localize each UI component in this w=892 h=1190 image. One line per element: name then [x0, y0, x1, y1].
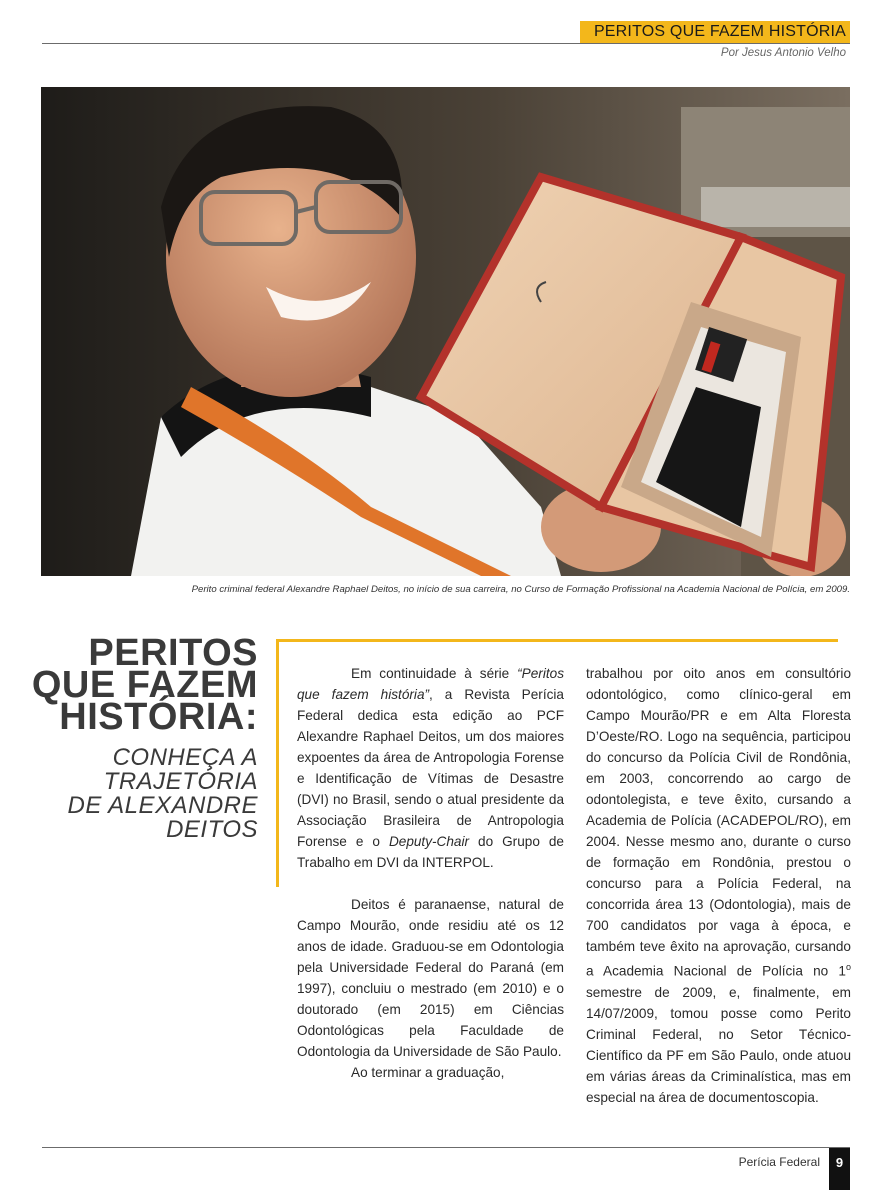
paragraph-3: Ao terminar a graduação, — [351, 1065, 505, 1080]
p4-text-b: semestre de 2009, e, finalmente, em 14/07/2009, tomou posse como Perito Criminal Federal, no Setor Técnico-Científico da PF em São Paulo, onde atuou em várias áreas da Criminalística, mas em especial na área de documentoscopia. — [586, 984, 851, 1105]
top-rule — [42, 43, 850, 44]
photo-caption: Perito criminal federal Alexandre Raphael Deitos, no início de sua carreira, no Curso de Formação Profissional na Academia Nacional de Polícia, em 2009. — [191, 584, 850, 595]
p1-text-b: , a Revista Perícia Federal dedica esta edição ao PCF Alexandre Raphael Deitos, um dos maiores expoentes da área de Antropologia Forense e Identificação de Vítimas de Desastre (DVI) no Brasil, sendo o atual presidente da Associação Brasileira de Antropologia Forense e o — [297, 687, 564, 849]
section-tag: PERITOS QUE FAZEM HISTÓRIA — [580, 21, 850, 43]
accent-bracket-left — [276, 639, 279, 887]
p1-deputy-chair: Deputy-Chair — [388, 834, 470, 849]
p1-series-name: “Peritos que fazem história” — [297, 666, 564, 702]
byline: Por Jesus Antonio Velho — [720, 47, 846, 59]
accent-bracket-top — [276, 639, 838, 642]
subtitle-line-4: DEITOS — [166, 816, 258, 843]
article-subtitle — [68, 746, 259, 842]
p4-text-a: trabalhou por oito anos em consultório odontológico, como clínico-geral em Campo Mourão/PR e em Alta Floresta D’Oeste/RO. Logo na sequência, participou do concurso da Polícia Civil de Rondônia, em 2003, concorrendo ao cargo de odontolegista, e teve êxito, cursando a Academia de Polícia (ACADEPOL/RO), em 2004. Nesse mesmo ano, durante o curso de formação em Rondônia, prestou o concurso para a Polícia Federal, na concorrida área 13 (Odontologia), mais de 700 candidatos por vaga à época, e também teve êxito na aprovação, cursando a Academia Nacional de Polícia no 1 — [586, 666, 851, 979]
text-column-1 — [297, 663, 564, 1083]
bottom-rule — [42, 1147, 850, 1148]
title-line-1: PERITOS — [88, 632, 258, 674]
title-line-2: QUE FAZEM — [31, 664, 258, 706]
paragraph-1 — [297, 663, 564, 873]
footer-magazine-name: Perícia Federal — [738, 1155, 820, 1169]
p1-text-a: Em continuidade à série — [351, 666, 518, 681]
subtitle-line-1: CONHEÇA A — [112, 744, 258, 771]
p1-text-c: do Grupo de Trabalho em DVI da INTERPOL. — [297, 834, 564, 870]
portrait-photo — [41, 87, 850, 576]
page-number: 9 — [829, 1148, 850, 1190]
subtitle-line-2: TRAJETÓRIA — [103, 768, 258, 795]
article-title — [31, 632, 258, 738]
paragraph-4 — [586, 663, 851, 1108]
p4-superscript: o — [845, 962, 851, 972]
text-column-2 — [586, 663, 851, 1108]
title-line-3: HISTÓRIA: — [59, 696, 258, 738]
subtitle-line-3: DE ALEXANDRE — [67, 792, 258, 819]
paragraph-2: Deitos é paranaense, natural de Campo Mourão, onde residiu até os 12 anos de idade. Graduou-se em Odontologia pela Universidade Federal do Paraná (em 1997), concluiu o mestrado (em 2010) e o doutorado (em 2015) em Ciências Odontológicas pela Faculdade de Odontologia da Universidade de São Paulo. — [297, 897, 564, 1059]
